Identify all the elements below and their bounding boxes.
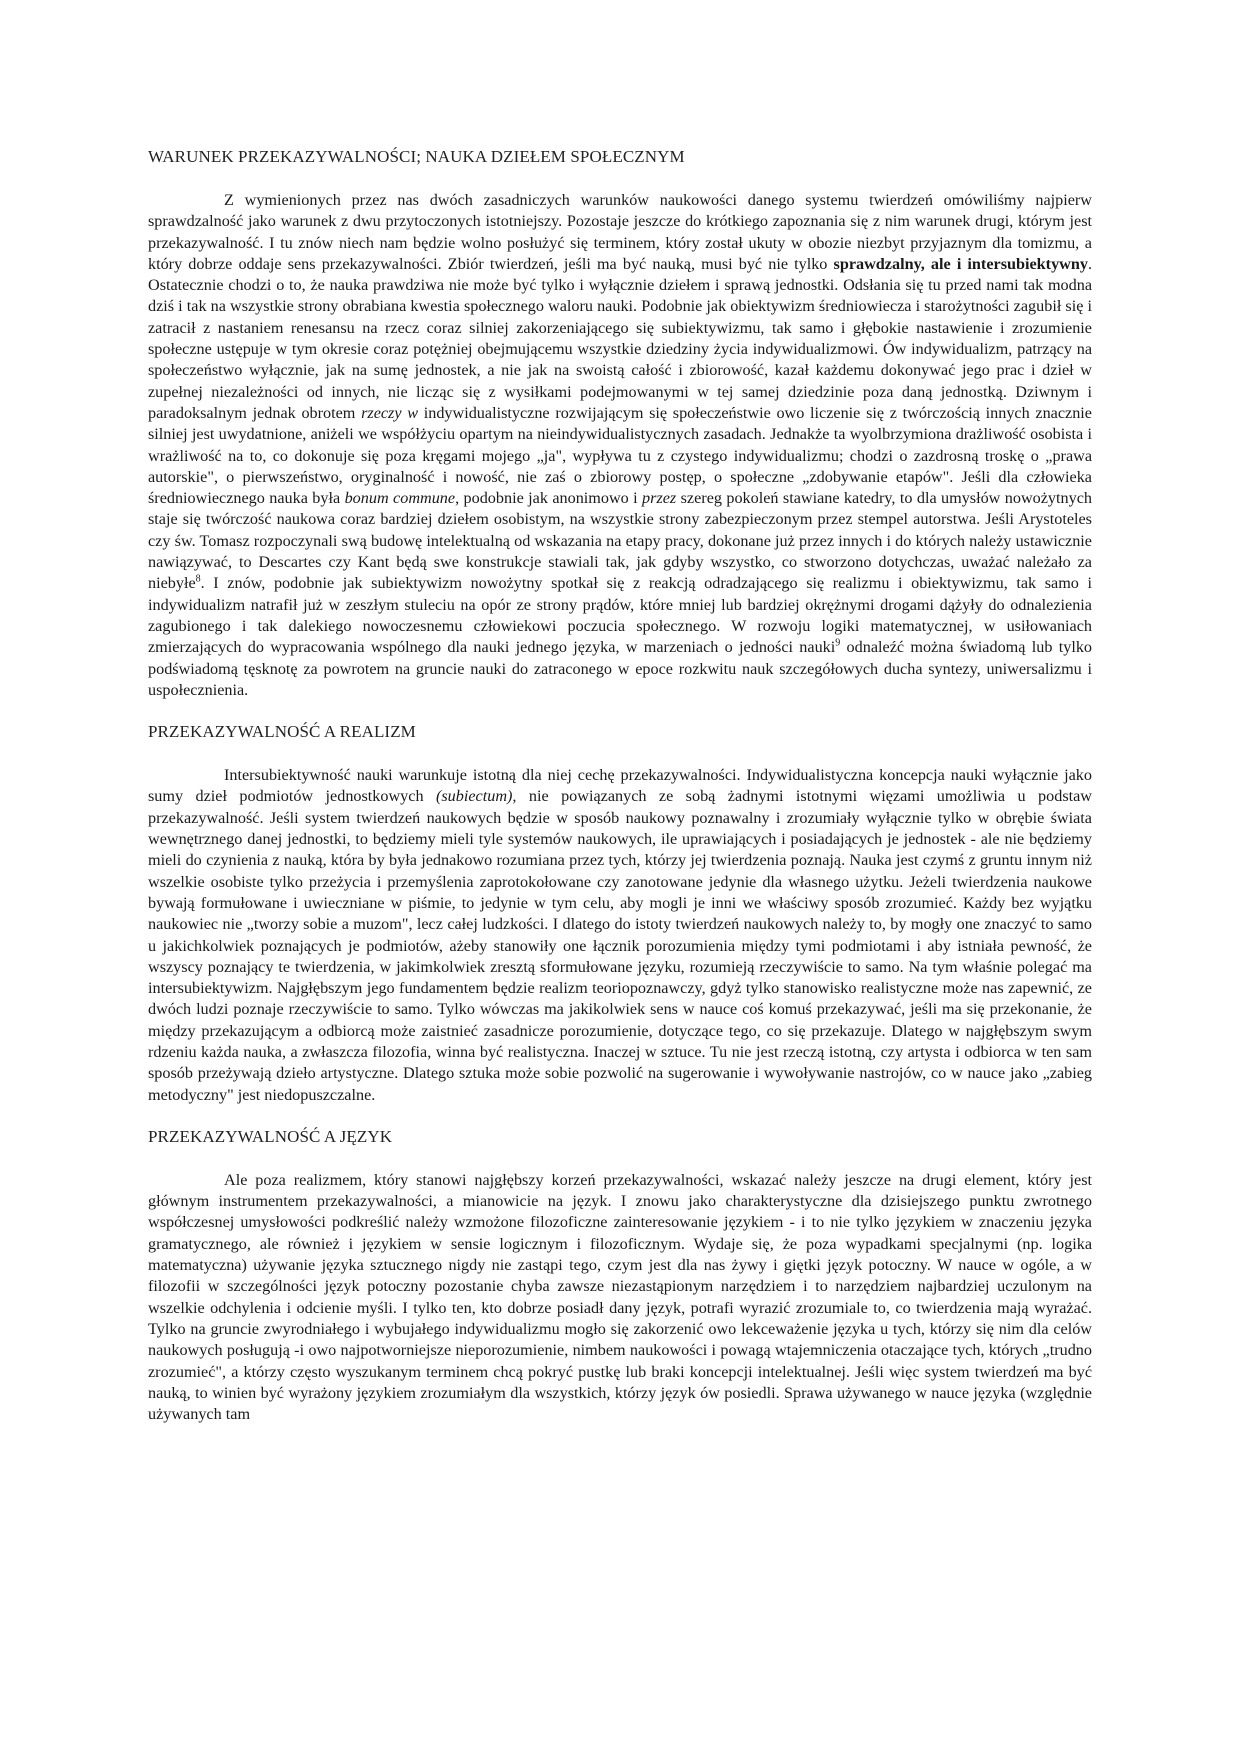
italic-run: przez xyxy=(642,489,677,508)
paragraph-realizm xyxy=(148,765,1092,1106)
italic-run: rzeczy w xyxy=(361,403,419,422)
text-run: , podobnie jak anonimowo i xyxy=(455,489,643,508)
section-heading-przekazywalnosc: WARUNEK PRZEKAZYWALNOŚCI; NAUKA DZIEŁEM SPOŁECZNYM xyxy=(148,147,685,166)
text-run: Z wymienionych przez nas dwóch zasadniczych warunków naukowości danego systemu twierdzeń omówiliśmy najpierw sprawdzalność jako warunek z dwu przytoczonych istotniejszy. Pozostaje jeszcze do krótkiego zapoznania się z nim warunek drugi, którym jest przekazywalność. I tu znów niech nam będzie wolno posłużyć się terminem, który został ukuty w obozie niezbyt przyjaznym dla tomizmu, a który dobrze oddaje sens przekazywalności. Zbiór twierdzeń, jeśli ma być nauką, musi być nie tylko xyxy=(148,191,1092,273)
footnote-ref[interactable]: 8 xyxy=(195,573,201,585)
text-run: . Ostatecznie chodzi o to, że nauka prawdziwa nie może być tylko i wyłącznie dziełem i sprawą jednostki. Odsłania się tu przed nami tak modna dziś i tak na wszystkie strony obrabiana kwestia społecznego waloru nauki. Podobnie jak obiektywizm średniowiecza i starożytności zagubił się i zatracił z nastaniem renesansu na rzecz coraz silniej zakorzeniającego się subiektywizmu, tak samo i głębokie nastawienie i zrozumienie społeczne ustępuje w tym okresie coraz potężniej obejmującemu wszystkie dziedziny życia indywidualizmowi. Ów indywidualizm, patrzący na społeczeństwo wyłącznie, jak na sumę jednostek, a nie jak na swoistą całość i zbiorowość, kazał każdemu dokonywać jego prac i dzieł w zupełnej niezależności od innych, nie licząc się z wysiłkami podejmowanymi w tej samej dziedzinie poza daną jednostką. Dziwnym i paradoksalnym jednak obrotem xyxy=(148,254,1092,422)
text-run: szereg pokoleń stawiane katedry, to dla umysłów nowożytnych staje się twórczość naukowa coraz bardziej dziełem osobistym, na wszystkie strony zabezpieczonym przez stempel autorstwa. Jeśli Arystoteles czy św. Tomasz rozpoczynali swą budowę intelektualną od wskazania na etapy pracy, dokonane już przez innych i do których należy ustawicznie nawiązywać, to Descartes czy Kant będą swe konstrukcje stawiali tak, jak gdyby wszystko, co stworzono dotychczas, uważać należało za niebyłe xyxy=(148,489,1092,593)
text-run: nie powiązanych ze sobą żadnymi istotnymi więzami umożliwia u podstaw przekazywalność. Jeśli system twierdzeń naukowych będzie w sposób naukowy poznawalny i zrozumiały wyłącznie tylko w obrębie świata wewnętrznego danej jednostki, to będziemy mieli tyle systemów naukowych, ile uprawiających i posiadających je jednostek - ale nie będziemy mieli do czynienia z nauką, która by była jednakowo rozumiana przez tych, którzy jej twierdzenia poznają. Nauka jest czymś z gruntu innym niż wszelkie osobiste tylko przeżycia i przemyślenia zaprotokołowane czy zanotowane jedynie dla własnego użytku. Jeżeli twierdzenia naukowe bywają formułowane i uwieczniane w piśmie, to jedynie w tym celu, aby mogli je inni we właściwy sposób zrozumieć. Każdy bez wyjątku naukowiec nie „tworzy sobie a muzom", lecz całej ludzkości. I dlatego do istoty twierdzeń naukowych należy to, by mogły one znaczyć to samo u jakichkolwiek poznających je podmiotów, ażeby stanowiły one łącznik porozumienia między tymi podmiotami i aby istniała pewność, że wszyscy poznający te twierdzenia, w jakimkolwiek zresztą sformułowane języku, rozumieją rzeczywiście to samo. Na tym właśnie polegać ma intersubiektywizm. Najgłębszym jego fundamentem będzie realizm teoriopoznawczy, gdyż tylko stanowisko realistyczne może nas zapewnić, ze dwóch ludzi poznaje rzeczywiście to samo. Tylko wówczas ma jakikolwiek sens w nauce coś komuś przekazywać, jeśli ma się przekonanie, że między przekazującym a odbiorcą może zaistnieć zasadnicze porozumienie, dotyczące tego, co się przekazuje. Dlatego w najgłębszym swym rdzeniu każda nauka, a zwłaszcza filozofia, winna być realistyczna. Inaczej w sztuce. Tu nie jest rzeczą istotną, czy artysta i odbiorca w ten sam sposób przeżywają dzieło artystyczne. Dlatego sztuka może sobie pozwolić na sugerowanie i wywoływanie nastrojów, co w nauce jako „zabieg metodyczny" jest niedopuszczalne. xyxy=(148,787,1092,1104)
text-run: . I znów, podobnie jak subiektywizm nowożytny spotkał się z reakcją odradzającego się realizmu i obiektywizmu, tak samo i indywidualizm natrafił już w zeszłym stuleciu na opór ze strony prądów, które mniej lub bardziej okrężnymi drogami dążyły do odnalezienia zagubionego i tak dalekiego nowoczesnemu człowiekowi poczucia społecznego. W rozwoju logiki matematycznej, w usiłowaniach zmierzających do wypracowania wspólnego dla nauki jednego języka, w marzeniach o jedności nauki xyxy=(148,574,1092,657)
bold-run: sprawdzalny, ale i intersubiektywny xyxy=(833,254,1088,273)
text-run: indywidualistyczne rozwijającym się społeczeństwie owo liczenie się z twórczością innych znacznie silniej jest uwydatnione, aniżeli we współżyciu opartym na nieindywidualistycznych zasadach. Jednakże ta wyolbrzymiona drażliwość osobista i wrażliwość na to, co dokonuje się poza kręgami mojego „ja", wypływa tu z czystego indywidualizmu; chodzi o zazdrosną troskę o „prawa autorskie", o pierwszeństwo, oryginalność i nowość, nie zaś o zbiorowy postęp, o społeczne „zdobywanie etapów". Jeśli dla człowieka średniowiecznego nauka była xyxy=(148,403,1092,508)
footnote-ref[interactable]: 9 xyxy=(835,637,841,649)
text-run: odnaleźć można świadomą lub tylko podświadomą tęsknotę za powrotem na gruncie nauki do zatraconego w epoce rozkwitu nauk szczegółowych ducha syntezy, uniwersalizmu i uspołecznienia. xyxy=(148,638,1093,699)
document-page xyxy=(148,146,1092,1425)
section-heading-jezyk: PRZEKAZYWALNOŚĆ A JĘZYK xyxy=(148,1126,393,1146)
text-run: Intersubiektywność nauki warunkuje istotną dla niej cechę przekazywalności. Indywidualistyczna koncepcja nauki wyłącznie jako sumy dzieł podmiotów jednostkowych xyxy=(148,766,1092,806)
paragraph-przekazywalnosc xyxy=(148,190,1092,701)
section-heading-realizm: PRZEKAZYWALNOŚĆ A REALIZM xyxy=(148,722,416,742)
italic-run: bonum commune xyxy=(344,489,456,508)
paragraph-jezyk xyxy=(148,1170,1092,1426)
italic-run: (subiectum), xyxy=(435,787,517,806)
text-run: Ale poza realizmem, który stanowi najgłębszy korzeń przekazywalności, wskazać należy jeszcze na drugi element, który jest głównym instrumentem przekazywalności, a mianowicie na język. I znowu jako charakterystyczne dla dzisiejszego punktu zwrotnego współczesnej umysłowości podkreślić należy wzmożone filozoficzne zainteresowanie językiem - i to nie tylko językiem w znaczeniu języka gramatycznego, ale również i językiem w sensie logicznym i filozoficznym. Wydaje się, że poza wypadkami specjalnymi (np. logika matematyczna) używanie języka sztucznego nigdy nie zastąpi tego, czym jest dla nas żywy i giętki język potoczny. W nauce w ogóle, a w filozofii w szczególności język potoczny pozostanie chyba zawsze niezastąpionym narzędziem i to narzędziem najbardziej uczulonym na wszelkie odchylenia i odcienie myśli. I tylko ten, kto dobrze posiadł dany język, potrafi wyrazić zrozumiale to, co twierdzenia mają wyrażać. Tylko na gruncie zwyrodniałego i wybujałego indywidualizmu mogło się zakorzenić owo lekceważenie języka u tych, którzy się nim dla celów naukowych posługują -i owo najpotworniejsze nieporozumienie, nimbem naukowości i powagą wtajemniczenia otaczające tych, których „trudno zrozumieć", a którzy często wyszukanym terminem chcą pokryć pustkę lub braki koncepcji intelektualnej. Jeśli więc system twierdzeń ma być nauką, to winien być wyrażony językiem zrozumiałym dla wszystkich, którzy język ów posiedli. Sprawa używanego w nauce języka (względnie używanych tam xyxy=(148,1170,1092,1424)
